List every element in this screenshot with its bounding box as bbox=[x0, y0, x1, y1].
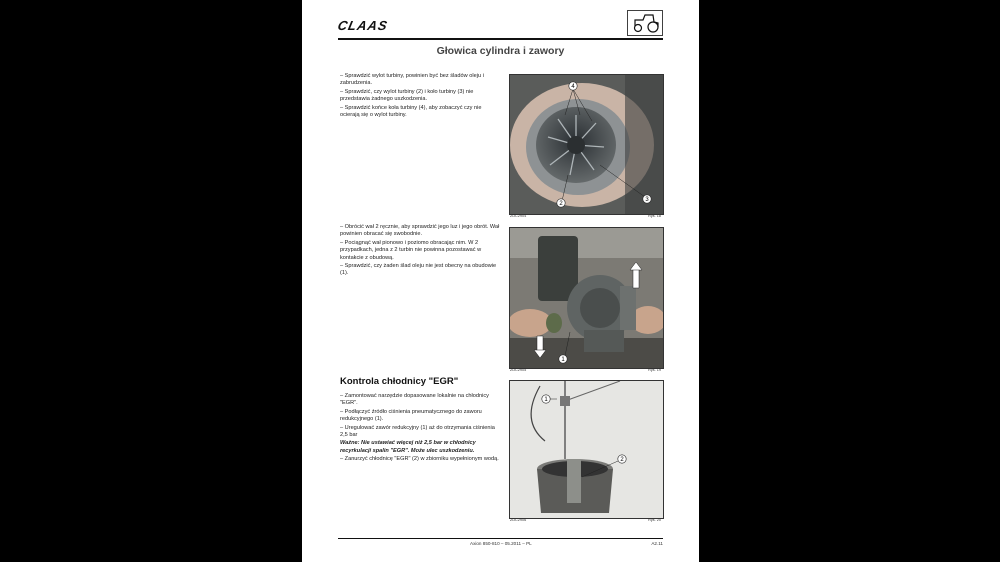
figure-turbine-outlet bbox=[509, 74, 664, 215]
tractor-icon bbox=[627, 10, 663, 36]
header-rule bbox=[338, 38, 663, 40]
figure-code: ZDC2905 bbox=[510, 368, 527, 372]
warning-note: Ważne: Nie ustawiać więcej niż 2,5 bar w chłodnicy recyrkulacji spalin "EGR". Może ulec uszkodzeniu. bbox=[340, 440, 476, 454]
callout-3: 3 bbox=[645, 197, 649, 204]
callout-1: 1 bbox=[544, 397, 548, 404]
instruction-line: – Obrócić wał 2 ręcznie, aby sprawdzić jego luz i jego obrót. Wał powinien obracać się swobodnie. bbox=[340, 224, 500, 238]
callout-2: 2 bbox=[559, 201, 563, 208]
figure-code: ZDC2904 bbox=[510, 214, 527, 218]
figure-code: ZDC2906 bbox=[510, 518, 527, 522]
section-heading: Kontrola chłodnicy "EGR" bbox=[340, 376, 459, 387]
callout-1: 1 bbox=[561, 357, 565, 364]
instruction-line: – Uregulować zawór redukcyjny (1) aż do otrzymania ciśnienia 2,5 bar bbox=[340, 424, 495, 439]
instruction-line: – Sprawdzić, czy żaden ślad oleju nie jest obecny na obudowie (1). bbox=[340, 263, 497, 277]
instruction-line: – Zanurzyć chłodnicę "EGR" (2) w zbiorniku wypełnionym wodą. bbox=[340, 456, 499, 463]
figure-label: Rys. 18 bbox=[648, 214, 661, 218]
callout-2: 2 bbox=[620, 457, 624, 464]
claas-logo: CLAAS bbox=[336, 18, 390, 33]
figure-label: Rys. 19 bbox=[648, 368, 661, 372]
page-title: Głowica cylindra i zawory bbox=[436, 45, 565, 57]
instruction-line: – Podłączyć źródło ciśnienia pneumatycznego do zaworu redukcyjnego (1). bbox=[340, 408, 482, 423]
instruction-line: – Zamontować narzędzie dopasowane lokalnie na chłodnicy "EGR". bbox=[340, 393, 489, 407]
instruction-line: – Sprawdzić wylot turbiny, powinien być bez śladów oleju i zabrudzenia. bbox=[340, 73, 484, 87]
instruction-line: – Pociągnąć wał pionowo i poziomo obracając nim. W 2 przypadkach, jedna z 2 turbin nie powinna pozostawać w kontakcie z obudową. bbox=[340, 239, 482, 261]
footer-document-id: Axion 850-810 – 05.2011 – PL bbox=[470, 541, 532, 546]
figure-egr-test bbox=[509, 380, 664, 519]
figure-turbo-shaft bbox=[509, 227, 664, 369]
text-block-2 bbox=[340, 224, 500, 279]
footer-rule bbox=[338, 538, 663, 539]
instruction-line: – Sprawdzić końce koła turbiny (4), aby zobaczyć czy nie ocierają się o wylot turbiny. bbox=[340, 104, 482, 119]
page-number: A2.11 bbox=[651, 541, 663, 546]
text-block-3 bbox=[340, 393, 500, 465]
instruction-line: – Sprawdzić, czy wylot turbiny (2) i koło turbiny (3) nie przedstawia żadnego uszkodzenia. bbox=[340, 88, 474, 103]
callout-4: 4 bbox=[571, 84, 575, 91]
text-block-1 bbox=[340, 73, 500, 120]
manual-page bbox=[302, 0, 699, 562]
figure-label: Rys. 20 bbox=[648, 518, 661, 522]
